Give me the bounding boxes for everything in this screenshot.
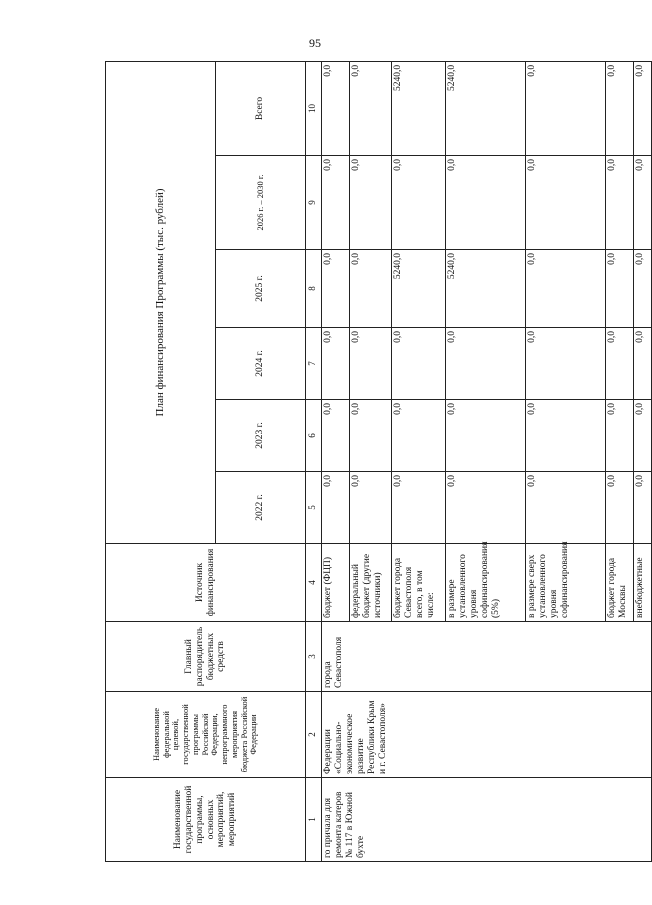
value-cell: 0,0 — [350, 400, 392, 472]
value-cell: 0,0 — [446, 156, 526, 250]
value-cell: 0,0 — [322, 156, 350, 250]
header-year-2022: 2022 г. — [216, 472, 306, 544]
value-cell: 0,0 — [606, 156, 634, 250]
header-year-2025: 2025 г. — [216, 250, 306, 328]
value-cell: 0,0 — [526, 156, 606, 250]
value-cell: 0,0 — [392, 328, 446, 400]
value-cell: 0,0 — [526, 472, 606, 544]
value-cell: 0,0 — [526, 61, 606, 155]
value-cell: 0,0 — [322, 328, 350, 400]
header-year-2026-2030: 2026 г. – 2030 г. — [216, 156, 306, 250]
value-cell: 5240,0 — [392, 250, 446, 328]
value-cell: 0,0 — [634, 400, 652, 472]
header-budget-manager: Главный распорядитель бюджетных средств — [106, 622, 306, 692]
column-number: 10 — [306, 61, 322, 155]
funding-source-cell: федеральный бюджет (другие источники) — [350, 544, 392, 622]
header-year-2024: 2024 г. — [216, 328, 306, 400]
value-cell: 0,0 — [322, 400, 350, 472]
header-funding-source: Источник финансирования — [106, 544, 306, 622]
value-cell: 0,0 — [350, 328, 392, 400]
column-number: 2 — [306, 692, 322, 778]
value-cell: 0,0 — [322, 61, 350, 155]
value-cell: 0,0 — [350, 156, 392, 250]
header-year-2023: 2023 г. — [216, 400, 306, 472]
column-number: 3 — [306, 622, 322, 692]
value-cell: 0,0 — [606, 328, 634, 400]
value-cell: 0,0 — [446, 328, 526, 400]
column-number: 9 — [306, 156, 322, 250]
value-cell: 0,0 — [350, 61, 392, 155]
value-cell: 0,0 — [322, 250, 350, 328]
value-cell: 0,0 — [526, 250, 606, 328]
value-cell: 0,0 — [634, 328, 652, 400]
rotated-table — [105, 62, 645, 862]
table-body — [322, 61, 652, 861]
value-cell: 5240,0 — [392, 61, 446, 155]
value-cell: 0,0 — [446, 400, 526, 472]
value-cell: 0,0 — [634, 61, 652, 155]
page-number: 95 — [309, 36, 321, 50]
value-cell: 0,0 — [446, 472, 526, 544]
funding-source-cell: в размере сверх установленного уровня софинансирования — [526, 544, 606, 622]
budget-manager-cell: города Севастополя — [322, 622, 652, 692]
funding-source-cell: внебюджетные — [634, 544, 652, 622]
header-program-name: Наименование государственной программы, основных мероприятий, мероприятий — [106, 778, 306, 862]
value-cell: 5240,0 — [446, 250, 526, 328]
header-financing-plan: План финансирования Программы (тыс. рублей) — [106, 61, 216, 543]
column-number: 1 — [306, 778, 322, 862]
column-number: 5 — [306, 472, 322, 544]
value-cell: 0,0 — [526, 328, 606, 400]
value-cell: 0,0 — [350, 250, 392, 328]
column-number: 8 — [306, 250, 322, 328]
value-cell: 5240,0 — [446, 61, 526, 155]
federal-program-cell: Федерации «Социально-экономическое развитие Республики Крым и г. Севастополя» — [322, 692, 652, 778]
funding-source-cell: в размере установленного уровня софинансирования (5%) — [446, 544, 526, 622]
value-cell: 0,0 — [526, 400, 606, 472]
value-cell: 0,0 — [606, 61, 634, 155]
value-cell: 0,0 — [392, 156, 446, 250]
rotated-table-stage — [105, 62, 645, 862]
value-cell: 0,0 — [606, 400, 634, 472]
value-cell: 0,0 — [634, 472, 652, 544]
value-cell: 0,0 — [606, 472, 634, 544]
column-number: 4 — [306, 544, 322, 622]
table-row — [322, 61, 350, 861]
value-cell: 0,0 — [634, 250, 652, 328]
value-cell: 0,0 — [634, 156, 652, 250]
column-number: 7 — [306, 328, 322, 400]
funding-source-cell: бюджет города Москвы — [606, 544, 634, 622]
value-cell: 0,0 — [392, 400, 446, 472]
funding-source-cell: бюджет (ФЦП) — [322, 544, 350, 622]
value-cell: 0,0 — [392, 472, 446, 544]
value-cell: 0,0 — [606, 250, 634, 328]
financing-table — [105, 61, 652, 862]
header-total: Всего — [216, 61, 306, 155]
funding-source-cell: бюджет города Севастополя всего, в том числе: — [392, 544, 446, 622]
column-number: 6 — [306, 400, 322, 472]
value-cell: 0,0 — [350, 472, 392, 544]
header-federal-program: Наименование федеральной целевой, государственной программы Российской Федерации, непрограммного мероприятия бюджета Российской Федерации — [106, 692, 306, 778]
program-name-cell: го причала для ремонта катеров № 117 в Южной бухте — [322, 778, 652, 862]
value-cell: 0,0 — [322, 472, 350, 544]
